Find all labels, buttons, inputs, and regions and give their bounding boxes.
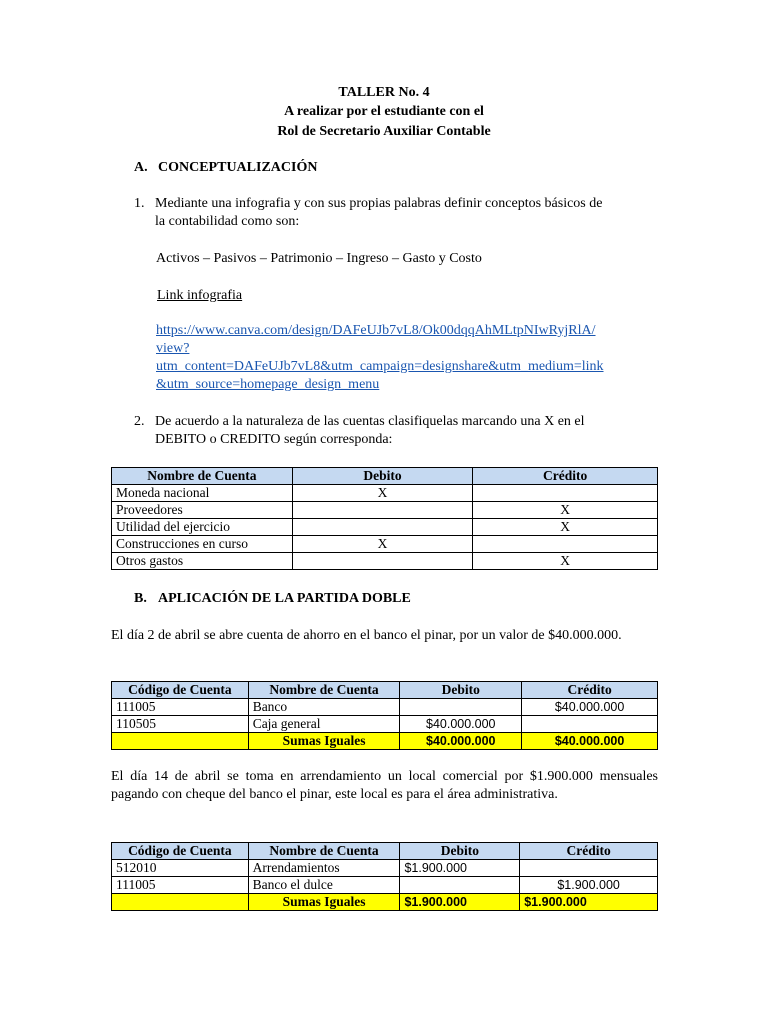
account-name-cell: Construcciones en curso [112,536,293,553]
account-code-cell: 110505 [112,716,249,733]
doc-title: TALLER No. 4 [338,85,430,100]
column-header: Crédito [473,468,658,485]
account-name-cell: Otros gastos [112,553,293,570]
debit-cell: $40.000.000 [400,716,522,733]
credit-cell: X [473,502,658,519]
credit-cell: X [473,519,658,536]
account-name-cell: Banco [248,699,400,716]
credit-cell: $1.900.000 [520,877,658,894]
totals-credit: $40.000.000 [522,733,658,750]
totals-code-cell [112,733,249,750]
item-2-line2: DEBITO o CREDITO según corresponda: [155,432,393,447]
column-header: Crédito [522,682,658,699]
table-row [112,877,658,894]
table-row [112,553,658,570]
item-1-line2: la contabilidad como son: [155,214,300,229]
table-header-row [112,468,658,485]
debit-cell [292,519,473,536]
column-header: Código de Cuenta [112,682,249,699]
table-row [112,519,658,536]
url-line-1[interactable]: https://www.canva.com/design/DAFeUJb7vL8/Ok00dqqAhMLtpNIwRyjRlA/ [156,323,596,338]
infografia-link-label[interactable]: Link infografia [157,288,243,303]
debit-cell: X [292,485,473,502]
case-1-text: El día 2 de abril se abre cuenta de ahorro en el banco el pinar, por un valor de $40.000.000. [111,628,622,643]
table-row [112,716,658,733]
table-row [112,699,658,716]
account-name-cell: Moneda nacional [112,485,293,502]
classification-table [111,467,658,570]
section-a-title: CONCEPTUALIZACIÓN [158,160,318,175]
totals-debit: $40.000.000 [400,733,522,750]
totals-debit: $1.900.000 [400,894,520,911]
column-header: Nombre de Cuenta [112,468,293,485]
account-code-cell: 111005 [112,699,249,716]
credit-cell [520,860,658,877]
section-b-letter: B. [134,591,147,606]
debit-cell [292,553,473,570]
debit-cell [400,699,522,716]
column-header: Debito [400,682,522,699]
table-header-row [112,682,658,699]
account-name-cell: Banco el dulce [248,877,400,894]
totals-row [112,894,658,911]
table-row [112,502,658,519]
item-1 [134,195,659,231]
totals-label: Sumas Iguales [248,894,400,911]
table-row [112,860,658,877]
column-header: Debito [292,468,473,485]
account-name-cell: Proveedores [112,502,293,519]
url-line-4[interactable]: &utm_source=homepage_design_menu [156,377,380,392]
section-a-heading [134,160,317,176]
column-header: Debito [400,843,520,860]
table-row [112,485,658,502]
section-b-title: APLICACIÓN DE LA PARTIDA DOBLE [158,591,411,606]
account-name-cell: Utilidad del ejercicio [112,519,293,536]
credit-cell: $40.000.000 [522,699,658,716]
doc-subtitle-2: Rol de Secretario Auxiliar Contable [277,124,491,139]
section-a-letter: A. [134,160,148,175]
debit-cell [292,502,473,519]
section-b-heading [134,591,411,607]
column-header: Código de Cuenta [112,843,249,860]
debit-cell: $1.900.000 [400,860,520,877]
journal-table-1 [111,681,658,750]
journal-table-2 [111,842,658,911]
totals-credit: $1.900.000 [520,894,658,911]
table-row [112,536,658,553]
concepts-list: Activos – Pasivos – Patrimonio – Ingreso – Gasto y Costo [156,251,482,266]
column-header: Nombre de Cuenta [248,682,400,699]
item-2-line1: De acuerdo a la naturaleza de las cuentas clasifiquelas marcando una X en el [155,414,585,429]
url-line-2[interactable]: view? [156,341,190,356]
column-header: Nombre de Cuenta [248,843,400,860]
case-2-text: El día 14 de abril se toma en arrendamiento un local comercial por $1.900.000 mensuales pagando con cheque del banco el pinar, este local es para el área administrativa. [111,769,658,802]
account-name-cell: Caja general [248,716,400,733]
table-header-row [112,843,658,860]
doc-subtitle-1: A realizar por el estudiante con el [284,104,484,119]
totals-code-cell [112,894,249,911]
totals-label: Sumas Iguales [248,733,400,750]
item-1-line1: Mediante una infografia y con sus propias palabras definir conceptos básicos de [155,196,603,211]
debit-cell [400,877,520,894]
debit-cell: X [292,536,473,553]
item-1-number: 1. [134,196,145,211]
account-code-cell: 512010 [112,860,249,877]
url-line-3[interactable]: utm_content=DAFeUJb7vL8&utm_campaign=designshare&utm_medium=link [156,359,604,374]
credit-cell [473,536,658,553]
column-header: Crédito [520,843,658,860]
infografia-url[interactable] [156,322,666,394]
credit-cell: X [473,553,658,570]
account-name-cell: Arrendamientos [248,860,400,877]
item-2-number: 2. [134,414,145,429]
credit-cell [473,485,658,502]
item-2 [134,413,659,449]
totals-row [112,733,658,750]
account-code-cell: 111005 [112,877,249,894]
credit-cell [522,716,658,733]
